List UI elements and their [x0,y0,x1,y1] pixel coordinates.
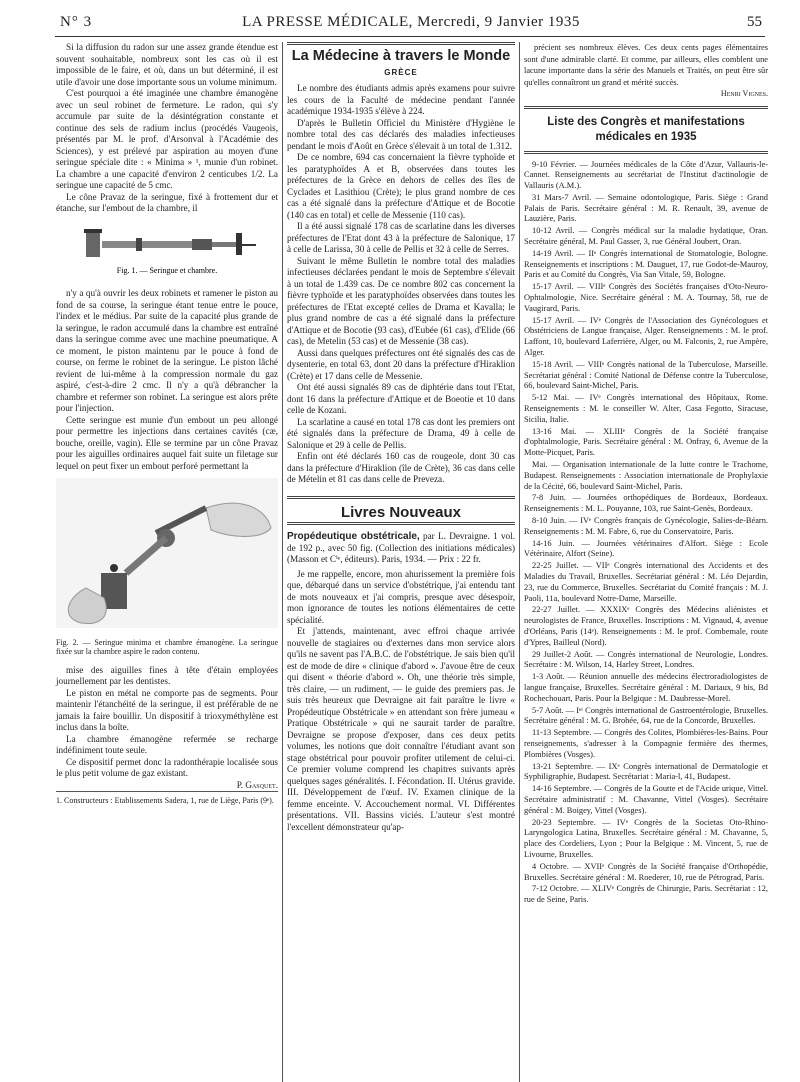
paragraph: D'après le Bulletin Officiel du Ministère d'Hygiène le nombre total des cas déclarés des maladies infectieuses pendant le mois d'Août en Grèce s'élevait à un total de 1.312. [287,117,515,151]
page-header [60,14,762,36]
figure-hand-syringe [56,478,278,628]
header-rule [55,36,765,37]
page-number: 55 [747,14,762,30]
congress-item: 11-13 Septembre. — Congrès des Colites, Plombières-les-Bains. Pour renseignements, s'adresser à la Compagnie fermière des thermes, Plombières (Vosges). [524,728,768,759]
congress-item: 20-23 Septembre. — IVᵉ Congrès de la Societas Oto-Rhino-Laryngologica Latina, Bruxelles. Secrétaire général : M. Chavanne, 5, place des Cordeliers, Lyon ; Pour la Belgique : M. Vincent, 5, rue de Livourne, Bruxelles. [524,817,768,859]
column-divider [282,42,283,1082]
congress-item: 22-25 Juillet. — VIIᵉ Congrès international des Accidents et des Maladies du Travail, Bruxelles. Secrétariat général : M. Léo Dejardin, 23, rue du Commerce, Bruxelles. Secrétariat du Comité français : M. J. Paoli, 11a, boulevard Notre-Dame, Marseille. [524,561,768,603]
congress-item: 4 Octobre. — XVIIᵉ Congrès de la Société française d'Orthopédie, Bruxelles. Secrétaire général : M. Roederer, 10, rue de Pétrograd, Paris. [524,861,768,882]
paragraph: Enfin ont été déclarés 160 cas de rougeole, dont 30 cas dans la préfecture d'Hiraklion (île de Crète), 36 cas dans celle de Mételin et 81 cas dans celle de Preveza. [287,451,515,484]
congress-list-title: Liste des Congrès et manifestations médicales en 1935 [547,115,745,143]
paragraph: Suivant le même Bulletin le nombre total des maladies infectieuses déclarées pendant le mois de Septembre s'élevait à un total de 1.439 cas. De ce nombre 802 cas concernent la fièvre typhoïde et les paratyphoïdes observées dans toutes les préfectures de l'Etat excepté celles de Drama et Kavalla; le plus grand nombre de cas a été signalé dans la préfecture d'Attique et de Bocotie (93 cas), d'Eubée (61 cas), d'Elide (66 cas), de Metelin (53 cas) et de Messenie (38 cas). [287,255,515,346]
congress-item: 7-8 Juin. — Journées orthopédiques de Bordeaux, Bordeaux. Renseignements : M. L. Pouyanne, 103, rue Saint-Genès, Bordeaux. [524,493,768,514]
congress-item: 14-16 Juin. — Journées vétérinaires d'Alfort. Siège : Ecole Vétérinaire, Alfort (Seine). [524,538,768,559]
figure-1-caption: Fig. 1. — Seringue et chambre. [116,265,218,275]
issue-number: N° 3 [60,14,93,30]
article-paragraphs [56,288,278,472]
congress-item: 13-16 Mai. — XLIIIᵉ Congrès de la Société française d'ophtalmologie, Paris. Secrétaire général : M. Onfray, 6, Avenue de la Motte-Picquet, Paris. [524,426,768,458]
paragraph: La scarlatine a causé en total 178 cas dont les premiers ont été signalés dans la préfecture de Drama, 49 à celle de Salonique et 29 à celle de Pellis. [287,416,515,450]
country-heading: GRÈCE [384,67,418,77]
book-reference: par L. Devraigne. 1 vol. de 192 p., avec 50 fig. (Collection des initiations médicales) (Masson et Cⁱᵉ, éditeurs). Paris, 1934. — Prix : 22 fr. [287,531,515,564]
paragraph: Aussi dans quelques préfectures ont été signalés des cas de dysenterie, en total 63, dont 20 dans la préfecture d'Hiraklion (Crète) et 17 dans celle de Messenie. [287,347,515,381]
congress-item: 31 Mars-7 Avril. — Semaine odontologique, Paris. Siège : Grand Palais de Paris. Secrétaire général : M. R. Renault, 39, avenue de Lauzière, Paris. [524,192,768,224]
column-middle [287,42,515,833]
congress-item: 13-21 Septembre. — IXᵉ Congrès international de Dermatologie et Syphiligraphie, Budapest. Secrétariat : Maria-l, 41, Budapest. [524,761,768,782]
article-paragraphs [56,665,278,780]
paragraph: Je me rappelle, encore, mon ahurissement la première fois que, débarqué dans un service d'obstétrique, j'ai entendu tant de mots nouveaux et j'ai compris, presque avec désespoir, mon ignorance de toutes les notions élémentaires de cette spécialité. [287,568,515,625]
paragraph: Ce dispositif permet donc la radonthérapie localisée sous le plus petit volume de gaz existant. [56,756,278,778]
paragraph: n'y a qu'à ouvrir les deux robinets et ramener le piston au fond de sa course, la seringue étant tenue entre le pouce, l'index et le médius. Par suite de la capacité plus grande de la seringue, le radon accumulé dans la chambre est entraîné dans la seringue comme avec une machine pneumatique. A ce moment, le piston maintenu par le pouce à fond de course, on ferme le robinet de la seringue. Le piston lâché revient de lui-même à la compression normale du gaz aspiré, c'est-à-dire 2 cmc. Il n'y a qu'à débrancher la chambre et refermer son robinet. La seringue est alors prête pour l'injection. [56,288,278,413]
news-paragraphs [287,83,515,486]
congress-item: Mai. — Organisation internationale de la lutte contre le Trachome, Budapest. Renseignements : Association internationale de Prophylaxie de la Cécité, 66, boulevard Saint-Michel, Paris. [524,460,768,491]
column-right [524,42,768,907]
congress-item: 22-27 Juillet. — XXXIXᵉ Congrès des Médecins aliénistes et neurologistes de France, Bruxelles. Inscriptions : M. Vignaud, 4, avenue d'Orléans, Paris (14ᵉ). Renseignements : M. le prof. Combemale, route d'Ypres, Bailleul (Nord). [524,605,768,647]
paragraph: Et j'attends, maintenant, avec effroi chaque arrivée nouvelle de stagiaires ou d'externes dans mon service alors qu'ils ne savent pas l'A.B.C. de l'obstétrique. Je sais bien qu'il est de mode de dire « clinique d'abord ». J'avoue être de ceux qui disent « théorie d'abord ». Oh, une théorie très simple, très claire, — un rudiment, — le guide des premiers pas. Je suis très heureux que Devraigne ait fait paraître le livre « Propédeutique Obstétricale » en attendant son frère jumeau « Pratique Obstétricale » qui ne saurait tarder de paraître. Devraigne se propose d'exposer, dans ces deux petits volumes, les notions que doit connaître l'étudiant avant son stage obstétrical pour pouvoir profiter utilement de celui-ci. Ce premier volume comprend les chapitres suivants après quelques sages généralités. I. Fécondation. II. Utérus gravide. III. Développement de l'œuf. IV. Examen clinique de la femme enceinte. V. Accouchement normal. VI. Différentes présentations. VII. Bassins viciés. L'auteur s'est montré l'excellent démonstrateur qu'ap- [287,626,515,832]
review-signature: Henri Vignes. [720,89,768,98]
congress-item: 7-12 Octobre. — XLIVᵉ Congrès de Chirurgie, Paris. Secrétariat : 12, rue de Seine, Paris. [524,884,768,905]
congress-item: 15-18 Avril. — VIIIᵉ Congrès national de la Tuberculose, Marseille. Secrétariat général : Comité National de Défense contre la Tuberculose, 66, boulevard Saint-Michel, Paris. [524,359,768,391]
review-continued: précient ses nombreux élèves. Ces deux cents pages élémentaires sont d'une admirable clarté. Et comme, par ailleurs, elles comblent une lacune importante dans la série des Manuels et Traités, on peut être sûr qu'elles connaîtront un grand et mérité succès. [524,43,768,87]
paragraph: Si la diffusion du radon sur une assez grande étendue est souvent souhaitable, nombreux sont les cas où il est impossible de le faire, et où, dans un but déterminé, il est utile d'avoir une dose importante sous un volume minimum. [56,42,278,87]
column-left [56,42,278,806]
paragraph: Le cône Pravaz de la seringue, fixé à frottement dur et étanche, sur l'embout de la chambre, il [56,191,278,213]
congress-item: 5-12 Mai. — IVᵉ Congrès international des Hôpitaux, Rome. Renseignements : M. le conseiller W. Alter, Casa Fegotto, Siracuse, Sicilia, Italie. [524,393,768,424]
congress-item: 15-17 Avril. — VIIIᵉ Congrès des Sociétés françaises d'Oto-Neuro-Ophtalmologie, Nice. Secrétaire général : M. A. Tournay, 58, rue de Vaugirard, Paris. [524,282,768,313]
footnote: 1. Constructeurs : Etablissements Sadera, 1, rue de Liège, Paris (9ᵉ). [56,791,278,806]
congress-item: 9-10 Février. — Journées médicales de la Côte d'Azur, Vallauris-le-Cannet. Renseignements au secrétariat de l'Institut d'actinologie de Vallauris (A.M.). [524,159,768,191]
paragraph: Il a été aussi signalé 178 cas de scarlatine dans les diverses préfectures de l'Etat dont 43 à la préfecture de Salonique, 17 à celle de Larissa, 30 à celle de Pellis et 32 à celle de Serres. [287,221,515,254]
figure-2-caption: Fig. 2. — Seringue minima et chambre émanogène. La seringue fixée sur la chambre aspire le radon contenu. [56,637,278,656]
congress-item: 1-3 Août. — Réunion annuelle des médecins électroradiologistes de langue française, Bruxelles. Secrétaire général : M. Dariaux, 9 bis, Bd Rochechouart, Paris. Pour la Belgique : M. Daubresse-Morel. [524,672,768,703]
paragraph: La chambre émanogène refermée se recharge indéfiniment toute seule. [56,733,278,755]
congress-item: 10-12 Avril. — Congrès médical sur la maladie hydatique, Oran. Secrétaire général, M. Paul Gasser, 3, rue Général Joubert, Oran. [524,226,768,247]
paragraph: Ont été aussi signalés 89 cas de diphtérie dans tout l'Etat, dont 16 dans la préfecture d'Attique et de Boeotie et 10 dans celle de Kozani. [287,382,515,415]
section-title-new-books: Livres Nouveaux [340,503,462,521]
congress-item: 15-17 Avril. — IVᵉ Congrès de l'Association des Gynécologues et Obstétriciens de Langue française, Alger. Renseignements : M. le prof. Laffont, 10, boulevard Laferrière, Alger, ou M. Falconis, 2, rue Ampère, Alger. [524,315,768,358]
author-signature: P. Gasquet. [236,779,278,790]
congress-item: 5-7 Août. — Iᵉʳ Congrès international de Gastroentérologie, Bruxelles. Secrétaire général : M. G. Brohée, 64, rue de la Concorde, Bruxelles. [524,705,768,726]
paragraph: Le piston en métal ne comporte pas de segments. Pour maintenir l'étanchéité de la seringue, il est préférable de ne jamais la faire bouillir. Un dispositif à trioxyméthylène est inclus dans la boîte. [56,687,278,732]
review-paragraphs [287,569,515,834]
paragraph: mise des aiguilles fines à tête d'étain employées journellement par les dentistes. [56,664,278,686]
congress-item: 14-16 Septembre. — Congrès de la Goutte et de l'Acide urique, Vittel. Secrétaire administratif : M. Chavanne, Vittel (Vosges). Secrétaire général : M. Boigey, Vittel (Vosges). [524,784,768,815]
section-title-medicine-world: La Médecine à travers le Monde [291,48,511,64]
book-title: Propédeutique obstétricale, [287,531,420,542]
congress-item: 29 Juillet-2 Août. — Congrès international de Neurologie, Londres. Secrétaire : M. Wilson, 14, Harley Street, Londres. [524,649,768,670]
journal-title: LA PRESSE MÉDICALE, Mercredi, 9 Janvier 1935 [242,14,580,30]
congress-list [524,160,768,906]
paragraph: Cette seringue est munie d'un embout un peu allongé pour permettre les injections dans certaines cavités (cæ, bouche, oreille, vagin). Elle se termine par un cône Pravaz pour les aiguilles ordinaires auquel fait suite un filetage sur lequel on peut fixer un embout perforé permettant la [56,414,278,471]
article-paragraphs [56,42,278,215]
congress-item: 8-10 Juin. — IVᵉ Congrès français de Gynécologie, Salies-de-Béarn. Renseignements : M. M. Fabre, 6, rue du Conservatoire, Paris. [524,516,768,536]
paragraph: C'est pourquoi a été imaginée une chambre émanogène avec un seul robinet de fermeture. Le radon, qui s'y accumule par suite de la désintégration constante et continue des sels de radium inclus (procédés Vaugeois, présentés par M. le prof. d'Arsonval à l'Académie des Sciences), y est prélevé par aspiration au moyen d'une seringue spéciale dite : « Minima » ¹, munie d'un robinet. La chambre a une capacité d'environ 2 centicubes 1/2. La seringue une capacité de 5 cmc. [56,88,278,190]
column-divider [519,42,520,1082]
figure-syringe-chamber [56,221,278,279]
congress-item: 14-19 Avril. — IIᵉ Congrès international de Stomatologie, Bologne. Renseignements et inscriptions : M. Dauguet, 17, rue Godot-de-Mauroy, Paris et au Comité du Congrès, Via San Vitale, 59, Bologne. [524,248,768,280]
paragraph: Le nombre des étudiants admis après examens pour suivre les cours de la Faculté de médecine pendant l'année académique 1934-1935 s'élève à 224. [287,83,515,116]
paragraph: De ce nombre, 694 cas concernaient la fièvre typhoïde et les paratyphoïdes A et B, observées dans toutes les préfectures de la Grèce en dehors de celles des îles de Cyclades et Lasithiou (Crète); le plus grand nombre de ces cas a été signalé dans la préfecture d'Attique et de Bocotie (140 cas en total) et celle de Messenie (110 cas). [287,152,515,220]
